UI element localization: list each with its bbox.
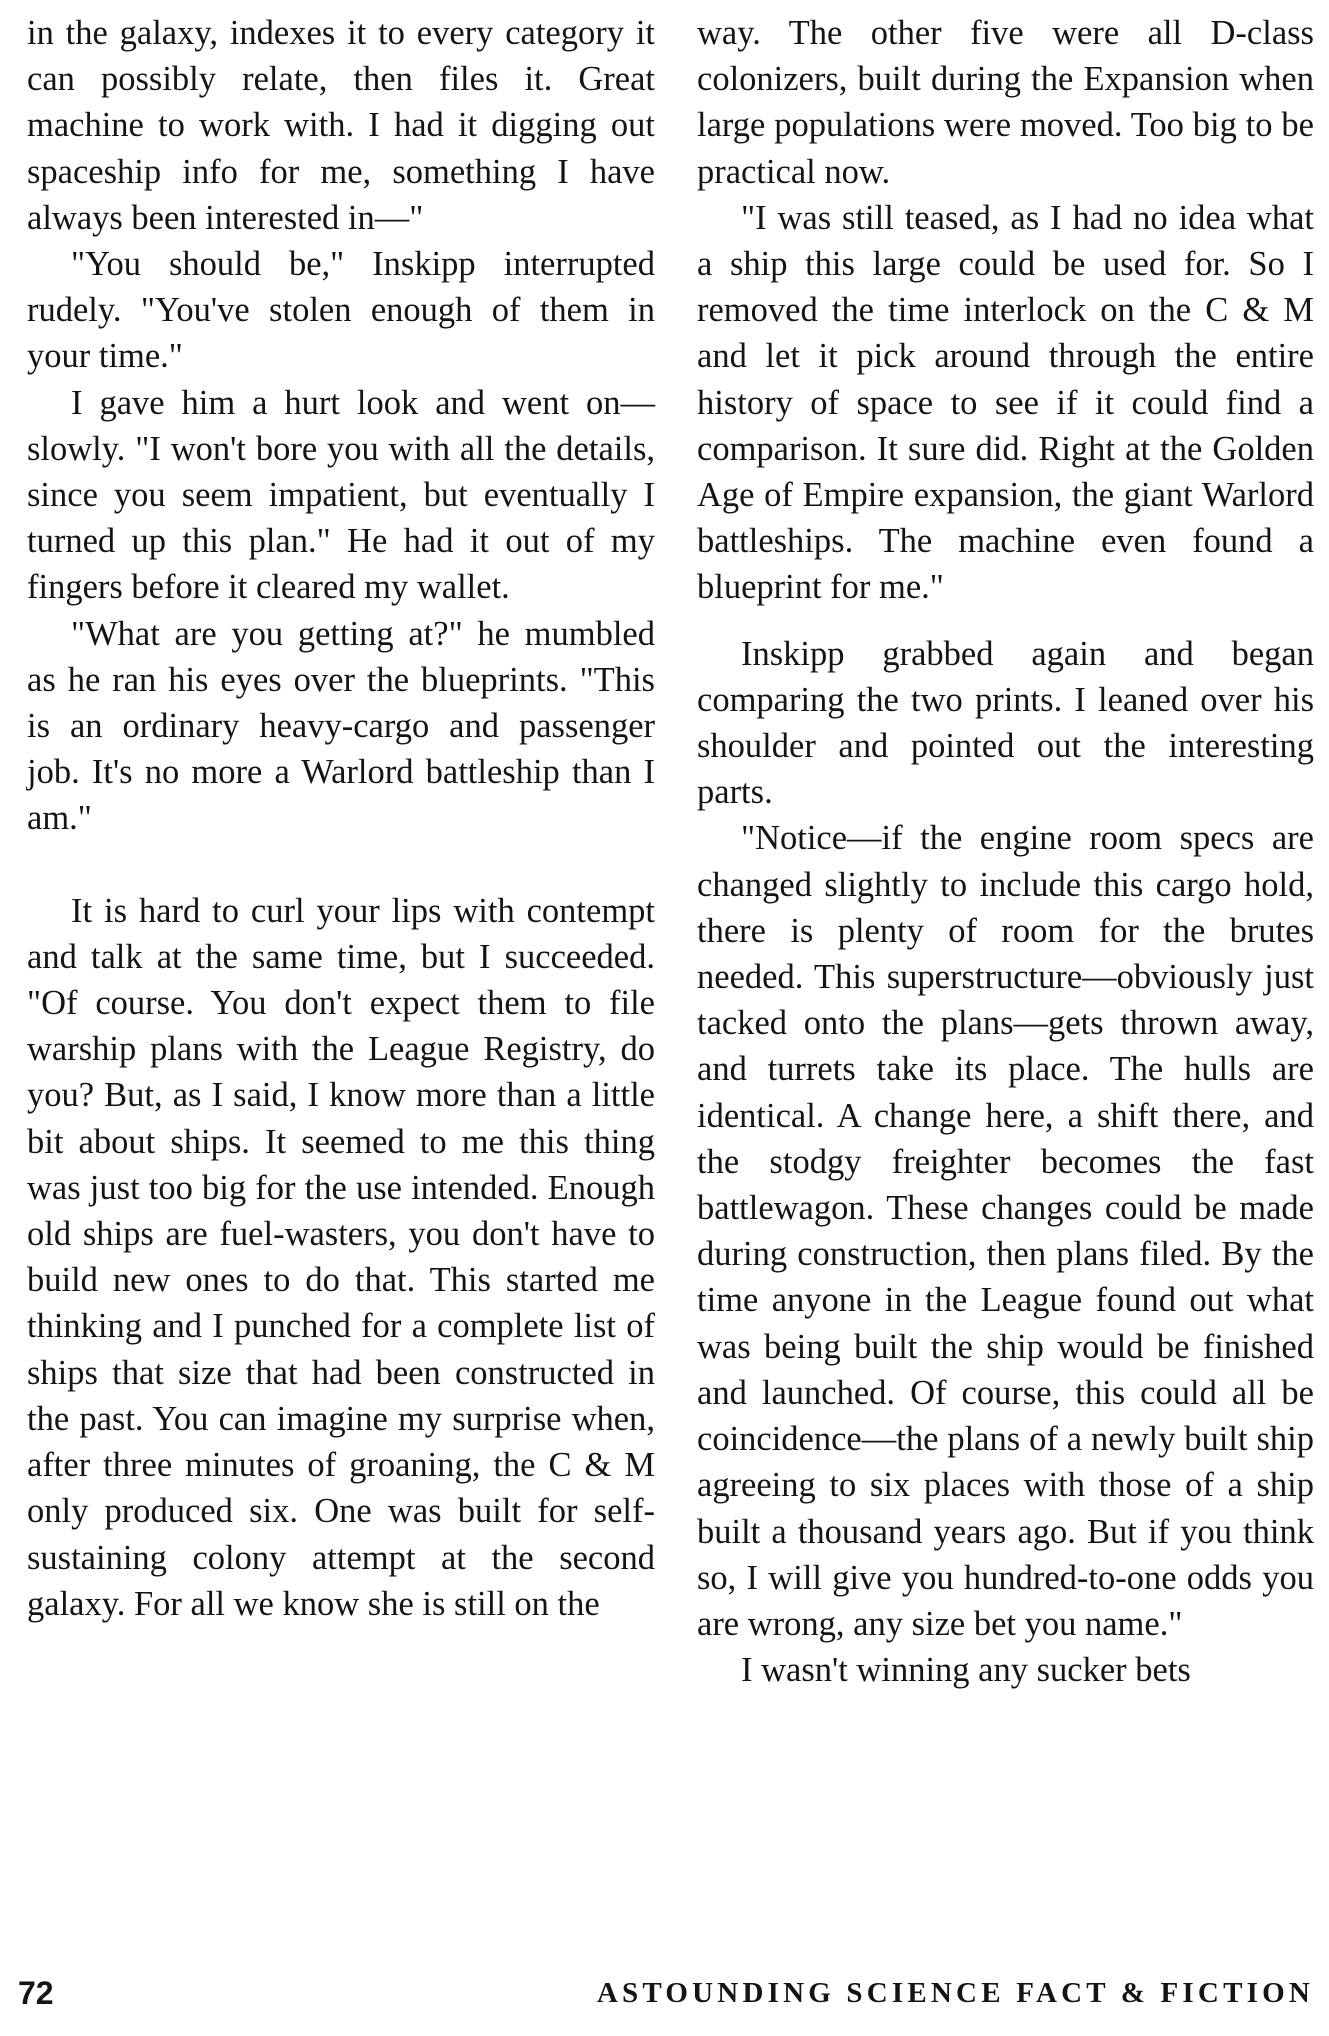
- page-number: 72: [18, 1975, 54, 2011]
- paragraph: I wasn't winning any sucker bets: [741, 1651, 1191, 1690]
- paragraph: It is hard to curl your lips with contempt and talk at the same time, but I succeeded. "Of course. You don't expect them to file warship plans with the League Registry, do you? But, as I said, I know more than a little bit about ships. It seemed to me this thing was just too big for the use intended. Enough old ships are fuel-wasters, you don't have to build new ones to do that. This started me thinking and I punched for a complete list of ships that size that had been constructed in the past. You can imagine my surprise when, after three minutes of groaning, the C & M only produced six. One was built for self-sustaining colony attempt at the second galaxy. For all we know she is still on the: [27, 891, 655, 1623]
- paragraph: Inskipp grabbed again and began comparing the two prints. I leaned over his shoulder and pointed out the interesting parts.: [697, 634, 1314, 812]
- paragraph: "You should be," Inskipp interrupted rudely. "You've stolen enough of them in your time.": [27, 245, 655, 376]
- paragraph: in the galaxy, indexes it to every category it can possibly relate, then files it. Great machine to work with. I had it digging out spaceship info for me, something I have always been interested in—": [27, 14, 655, 237]
- right-column: [697, 10, 1314, 1693]
- paragraph: "What are you getting at?" he mumbled as he ran his eyes over the blueprints. "This is an ordinary heavy-cargo and passenger job. It's no more a Warlord battleship than I am.": [27, 614, 655, 838]
- paragraph: "Notice—if the engine room specs are changed slightly to include this cargo hold, there is plenty of room for the brutes needed. This superstructure—obviously just tacked onto the plans—gets thrown away, and turrets take its place. The hulls are identical. A change here, a shift there, and the stodgy freighter becomes the fast battlewagon. These changes could be made during construction, then plans filed. By the time anyone in the League found out what was being built the ship would be finished and launched. Of course, this could all be coincidence—the plans of a newly built ship agreeing to six places with those of a ship built a thousand years ago. But if you think so, I will give you hundred-to-one odds you are wrong, any size bet you name.": [697, 819, 1314, 1643]
- paragraph: "I was still teased, as I had no idea what a ship this large could be used for. So I removed the time interlock on the C & M and let it pick around through the entire history of space to see if it could find a comparison. It sure did. Right at the Golden Age of Empire expansion, the giant Warlord battleships. The machine even found a blueprint for me.": [697, 198, 1314, 607]
- paragraph: I gave him a hurt look and went on—slowly. "I won't bore you with all the details, since you seem impatient, but eventually I turned up this plan." He had it out of my fingers before it cleared my wallet.: [27, 383, 655, 607]
- running-head: ASTOUNDING SCIENCE FACT & FICTION: [596, 1977, 1314, 2009]
- page-footer: [18, 1968, 1314, 2018]
- left-column: [27, 10, 655, 1627]
- paragraph: way. The other five were all D-class colonizers, built during the Expansion when large populations were moved. Too big to be practical now.: [697, 14, 1314, 191]
